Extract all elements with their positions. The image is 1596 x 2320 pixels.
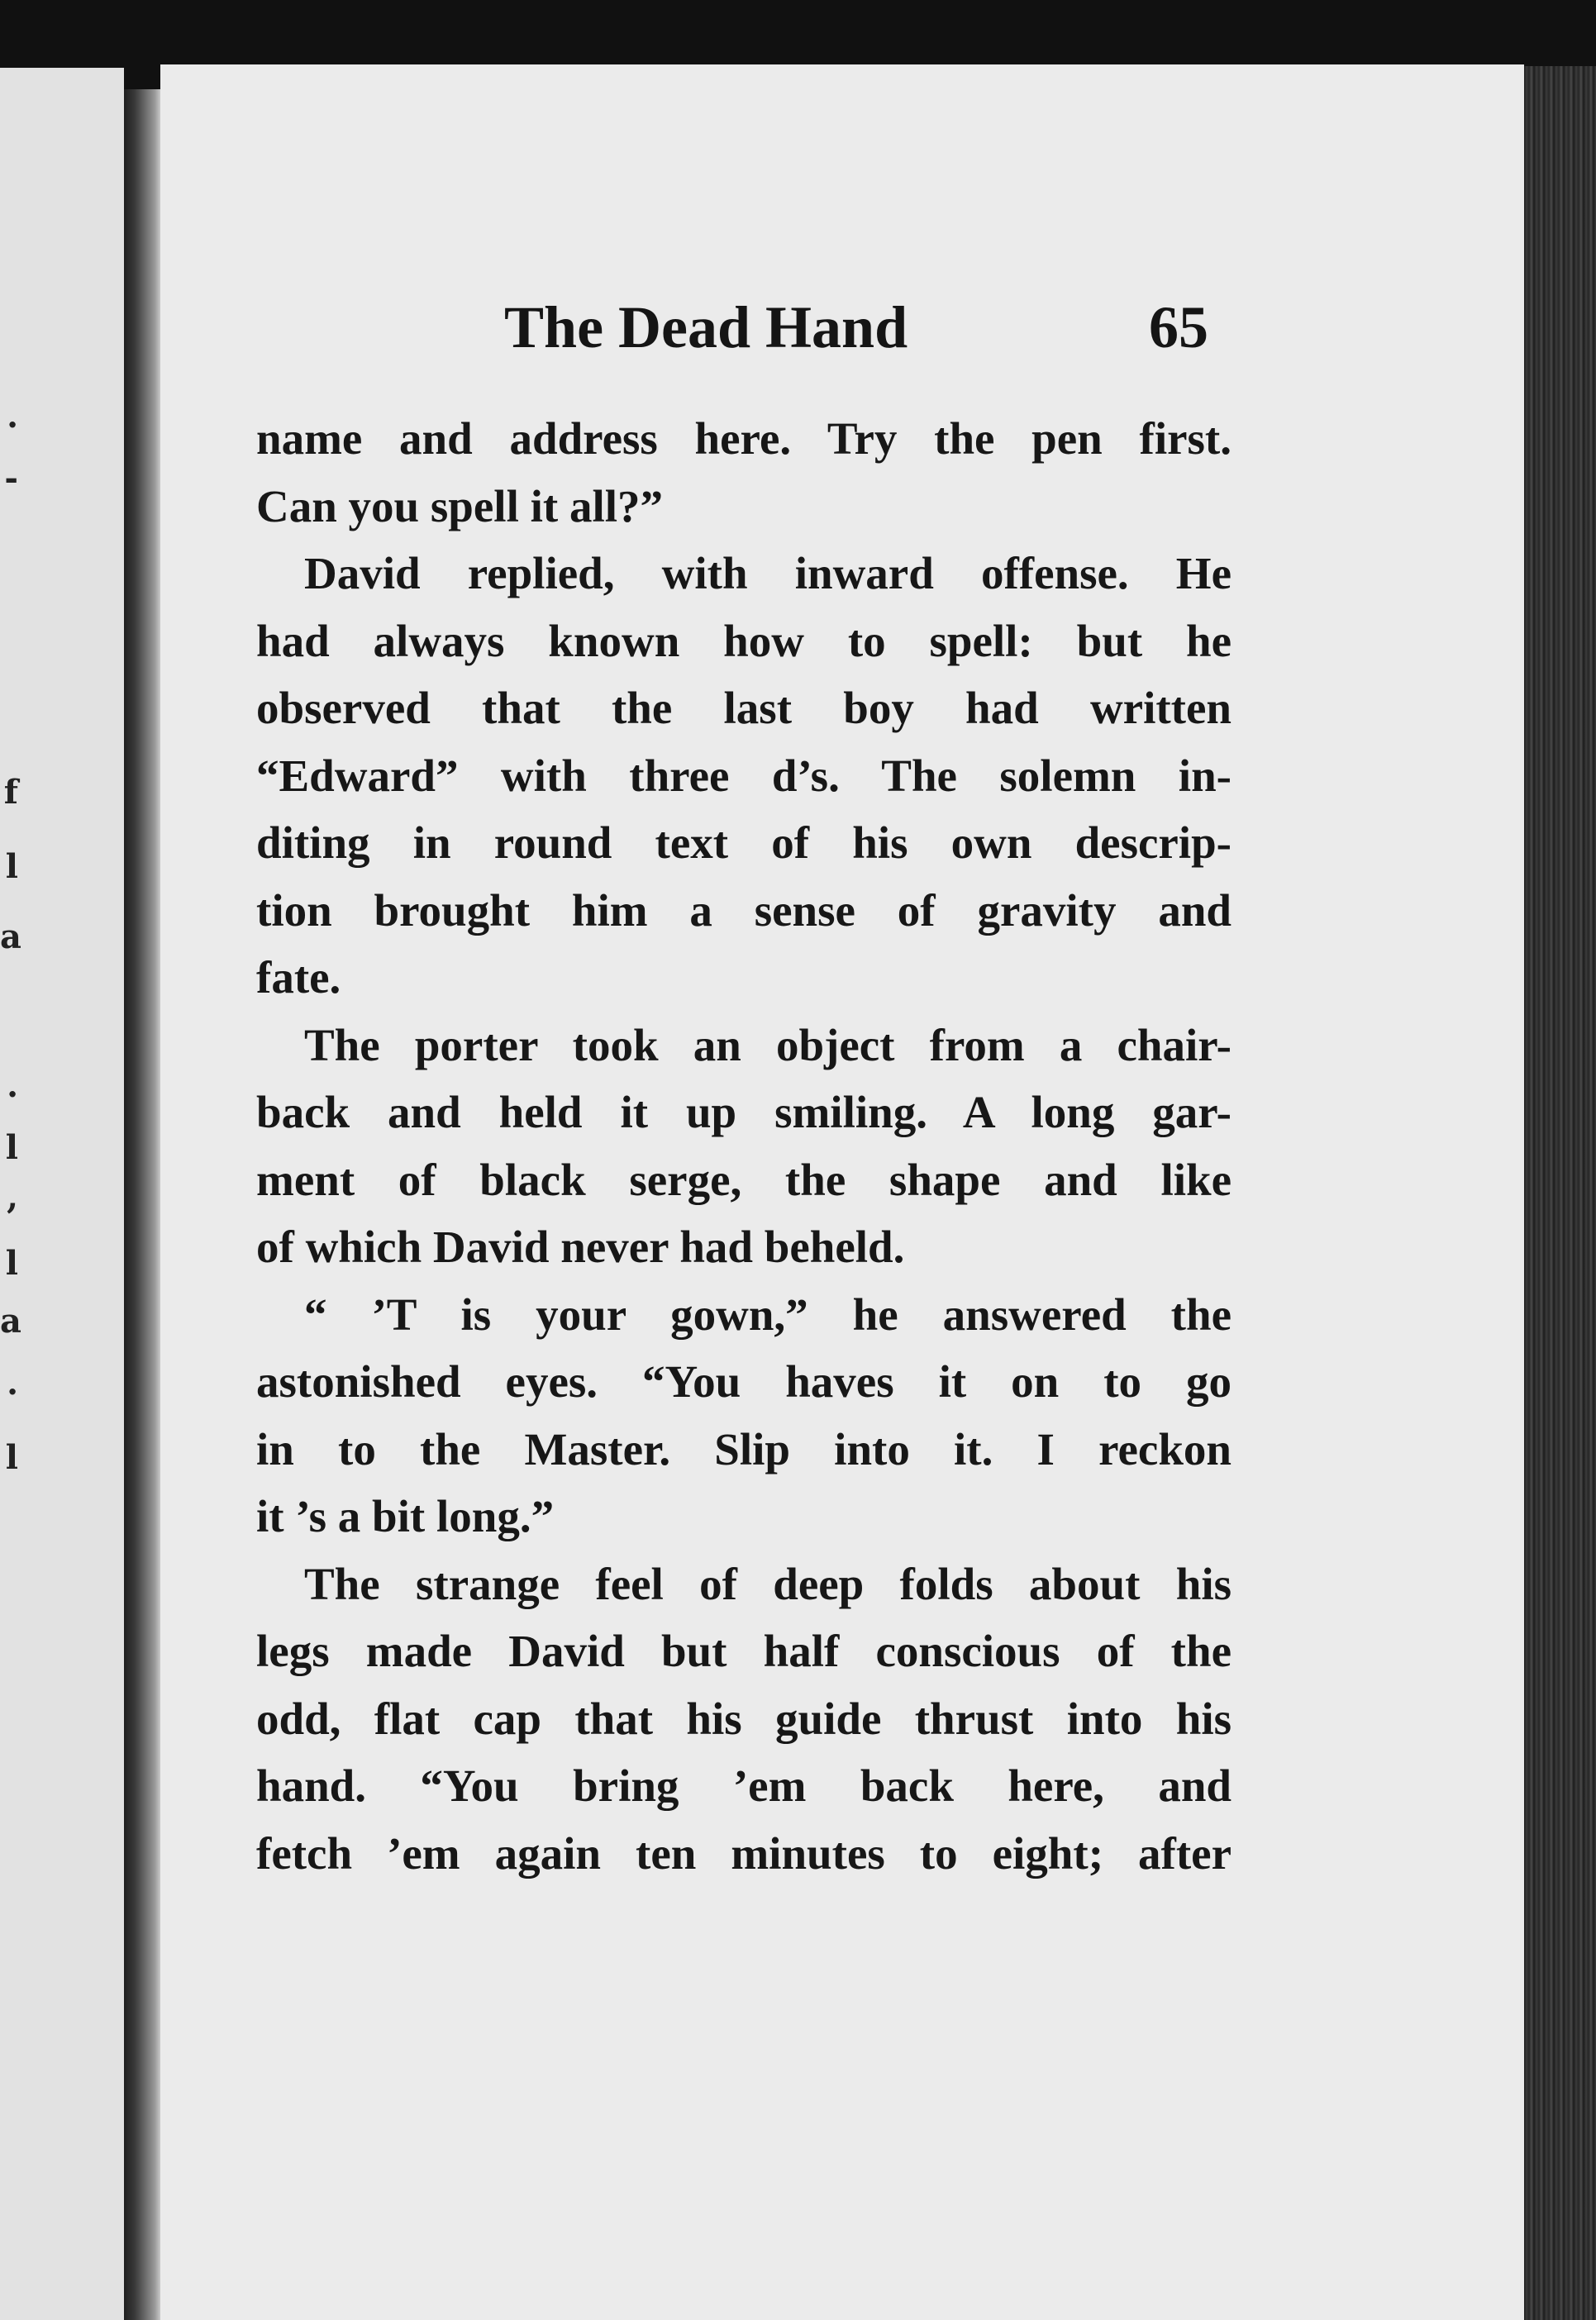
text-line: observed that the last boy had written bbox=[256, 683, 1232, 733]
book-gutter bbox=[124, 89, 160, 2320]
page-stack-edge bbox=[1524, 66, 1596, 2320]
facing-page-edge bbox=[0, 68, 124, 2320]
text-line: back and held it up smiling. A long gar- bbox=[256, 1087, 1232, 1137]
text-line: tion brought him a sense of gravity and bbox=[256, 884, 1232, 936]
text-line: David replied, with inward offense. He bbox=[304, 548, 1232, 598]
facing-page-fragment: l bbox=[5, 1438, 18, 1477]
text-line: legs made David but half conscious of the bbox=[256, 1626, 1232, 1676]
text-line: Can you spell it all?” bbox=[256, 480, 664, 531]
text-line: The strange feel of deep folds about his bbox=[304, 1558, 1232, 1609]
text-line: of which David never had beheld. bbox=[256, 1222, 905, 1272]
text-line: fate. bbox=[256, 952, 341, 1003]
facing-page-fragment: - bbox=[4, 459, 18, 498]
page-number: 65 bbox=[1149, 294, 1208, 360]
text-line: diting in round text of his own descrip- bbox=[256, 817, 1232, 868]
page-header bbox=[347, 293, 1215, 376]
text-line: astonished eyes. “You haves it on to go bbox=[256, 1356, 1232, 1407]
text-line: had always known how to spell: but he bbox=[256, 615, 1232, 666]
facing-page-fragment: . bbox=[7, 1066, 18, 1105]
facing-page-fragment: . bbox=[7, 397, 18, 436]
facing-page-fragment: a bbox=[0, 917, 21, 956]
text-line: hand. “You bring ’em back here, and bbox=[256, 1760, 1232, 1811]
text-line: in to the Master. Slip into it. I reckon bbox=[256, 1423, 1232, 1474]
running-title: The Dead Hand bbox=[504, 294, 908, 360]
body-text bbox=[256, 405, 1232, 1887]
text-line: fetch ’em again ten minutes to eight; after bbox=[256, 1827, 1232, 1879]
text-line: name and address here. Try the pen first. bbox=[256, 413, 1232, 464]
text-line: “ ’T is your gown,” he answered the bbox=[304, 1289, 1232, 1340]
facing-page-fragment: , bbox=[7, 1178, 18, 1217]
text-line: odd, flat cap that his guide thrust into his bbox=[256, 1693, 1232, 1744]
facing-page-fragment: . bbox=[7, 1364, 18, 1403]
facing-page-fragment: f bbox=[3, 773, 18, 812]
facing-page-fragment: l bbox=[5, 1244, 18, 1283]
text-line: ment of black serge, the shape and like bbox=[256, 1154, 1232, 1205]
facing-page-fragment: l bbox=[5, 1128, 18, 1167]
text-line: The porter took an object from a chair- bbox=[304, 1019, 1232, 1070]
text-line: “Edward” with three d’s. The solemn in- bbox=[256, 750, 1232, 801]
facing-page-fragment: a bbox=[0, 1302, 21, 1341]
text-line: it ’s a bit long.” bbox=[256, 1491, 555, 1541]
facing-page-fragment: l bbox=[5, 847, 18, 886]
